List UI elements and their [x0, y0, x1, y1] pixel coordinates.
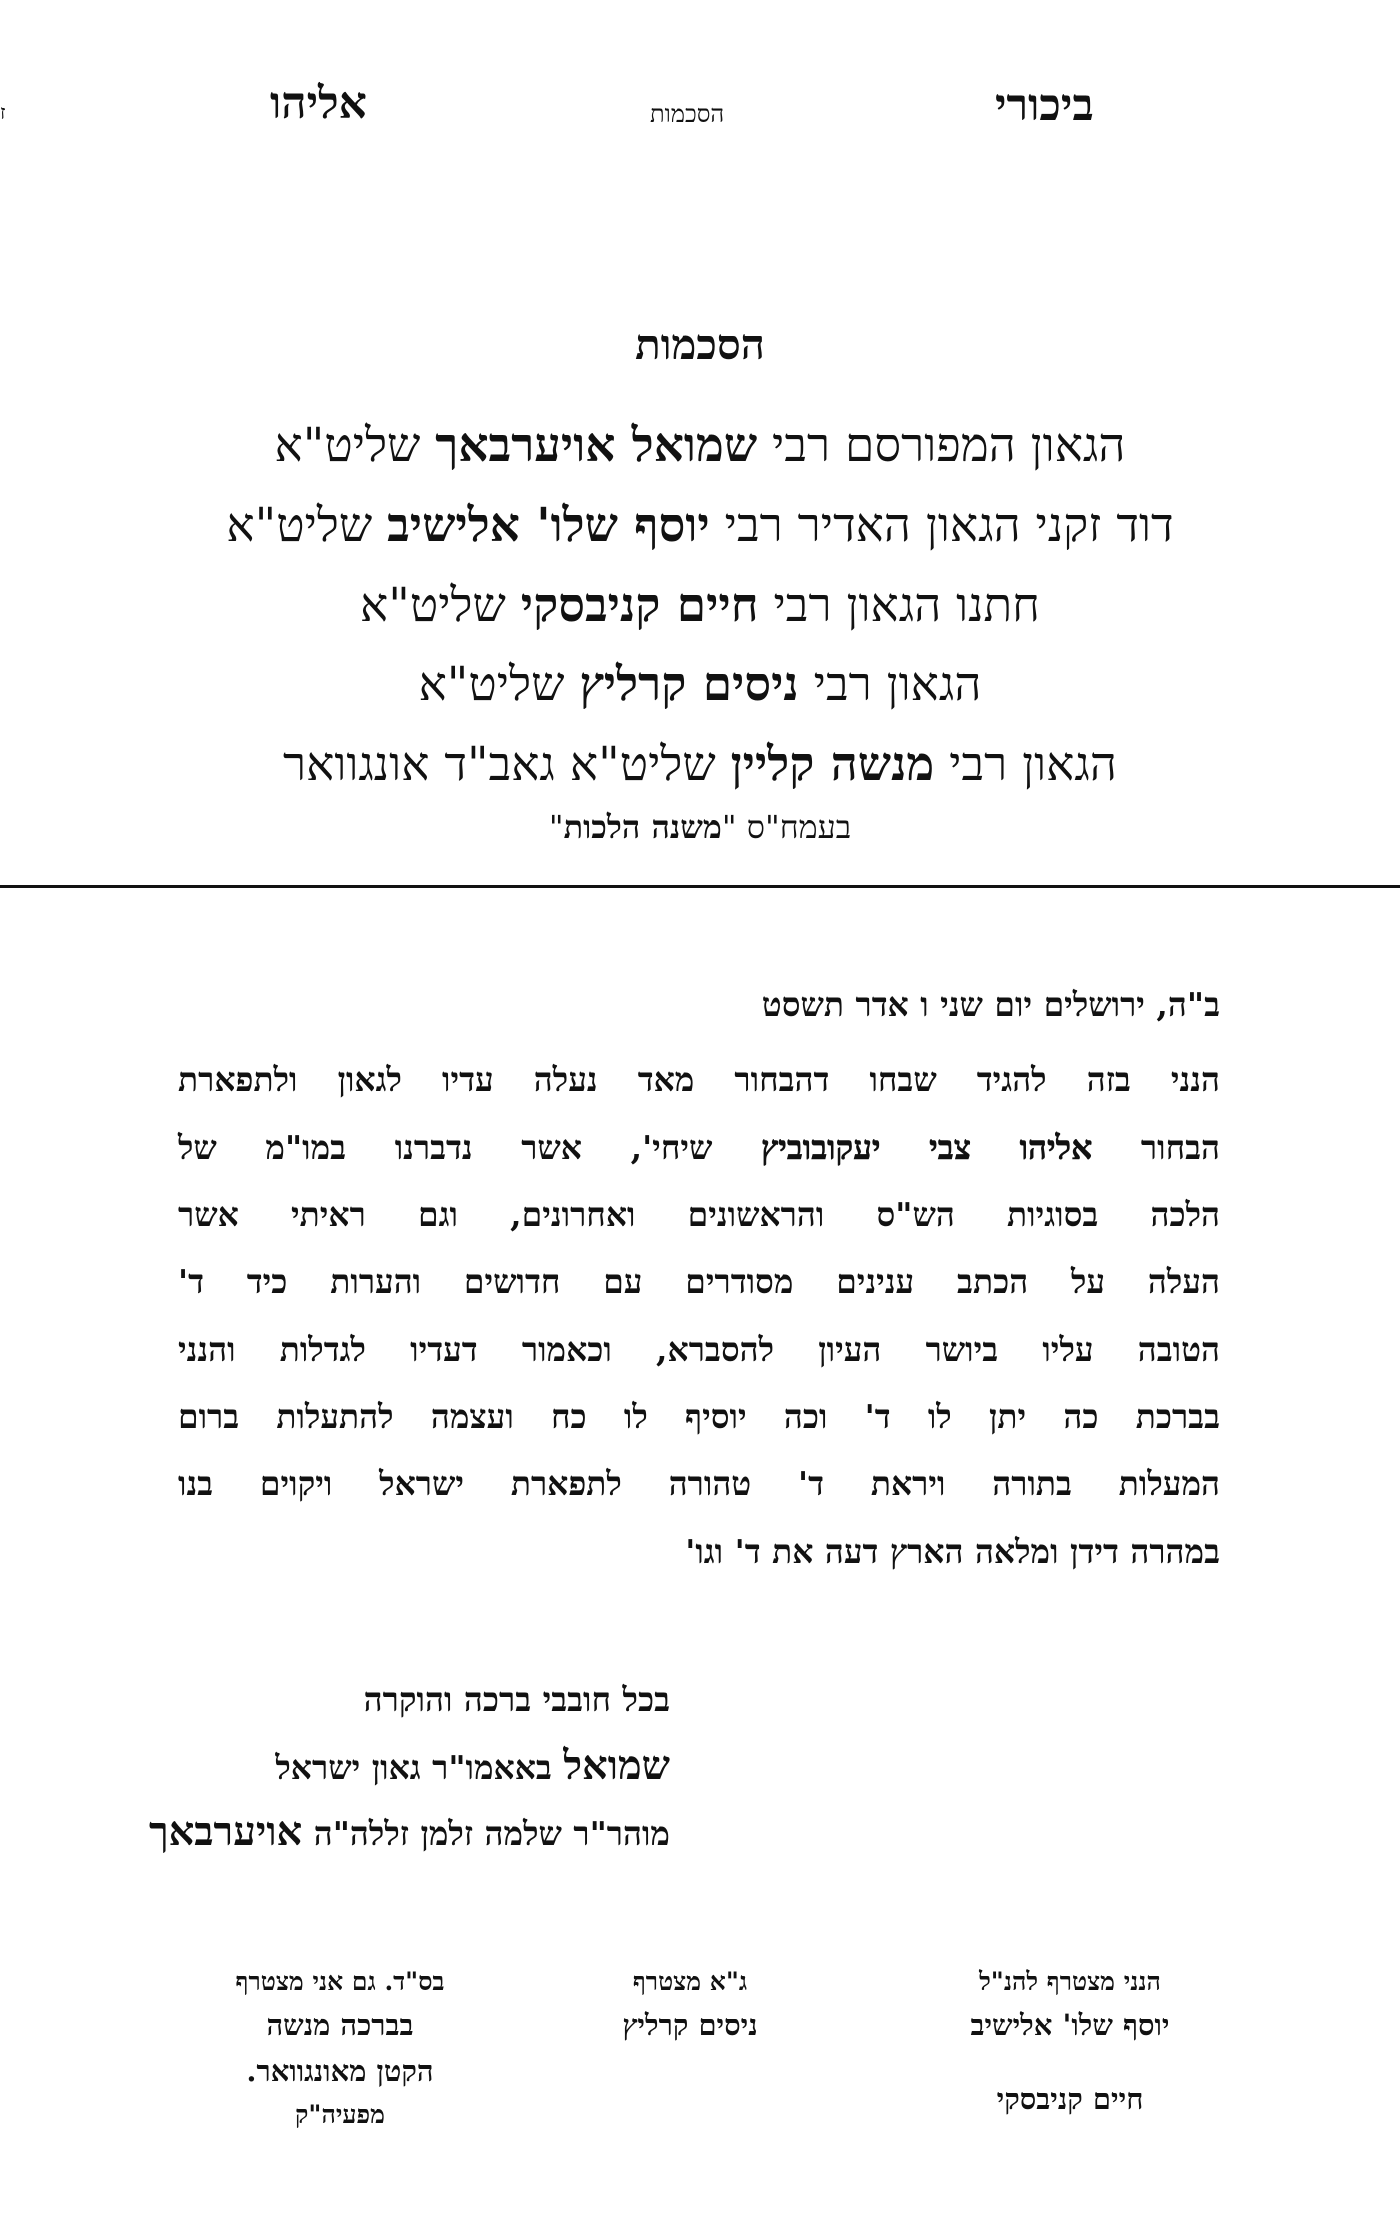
rabbi-line	[0, 737, 1400, 792]
cosign-name: יוסף שלו' אלישיב	[970, 2008, 1170, 2042]
rabbi-line	[0, 498, 1400, 553]
letter-line: בברכת כה יתן לו ד' וכה יוסיף לו כח ועצמה להתעלות ברום	[178, 1397, 1220, 1436]
closing-salutation: בכל חובבי ברכה והוקרה	[363, 1680, 670, 1719]
cosign-name: הקטן מאונגוואר.	[246, 2054, 434, 2089]
cosign-note: הנני מצטרף להנ"ל	[979, 1967, 1161, 1996]
rabbi-title: הגאון רבי	[798, 657, 982, 712]
cosign-name: ניסים קרליץ	[622, 2008, 758, 2042]
cosign-name: חיים קניבסקי	[996, 2082, 1144, 2117]
letter-line: הטובה עליו ביושר העיון להסברא, וכאמור דעדיו לגדלות והנני	[178, 1330, 1220, 1369]
cosign-block-klein	[190, 1962, 490, 2135]
rabbi-honorific: שליט"א	[274, 418, 436, 473]
book-line-suffix: "	[548, 808, 564, 846]
letter-text: שיחי', אשר נדברנו במו"מ של	[178, 1128, 761, 1167]
rabbi-name: שמואל אויערבאך	[435, 418, 758, 473]
letter-line: הנני בזה להגיד שבחו דהבחור מאד נעלה עדיו לגאון ולתפארת	[178, 1060, 1220, 1099]
header-book-title-second-word: אליהו	[270, 78, 367, 129]
student-name: אליהו צבי יעקובוביץ	[761, 1128, 1093, 1167]
signature-line	[149, 1808, 670, 1855]
rabbi-honorific: שליט"א	[360, 578, 521, 633]
rabbi-title: דוד זקני הגאון האדיר רבי	[709, 498, 1174, 553]
cosign-note: בס"ד. גם אני מצטרף	[235, 1967, 445, 1996]
book-line-prefix: בעמח"ס "	[721, 808, 852, 846]
rabbi-line	[0, 657, 1400, 712]
section-divider	[0, 885, 1400, 888]
page-title: הסכמות	[635, 320, 765, 369]
letter-line	[178, 1128, 1220, 1168]
signer-surname: אויערבאך	[148, 1808, 303, 1855]
letter-text: הבחור	[1092, 1128, 1220, 1167]
header-section-name: הסכמות	[650, 100, 725, 128]
signer-father: מוהר"ר שלמה זלמן זללה"ה	[302, 1814, 670, 1853]
rabbi-honorific: שליט"א	[226, 498, 388, 553]
cosign-note: ג"א מצטרף	[632, 1967, 748, 1996]
rabbi-title: חתנו הגאון רבי	[758, 578, 1040, 633]
author-book-line	[0, 808, 1400, 846]
rabbi-name: מנשה קליין	[730, 737, 935, 792]
signer-lineage: באאמו"ר גאון ישראל	[275, 1748, 564, 1787]
letter-date: ב"ה, ירושלים יום שני ו אדר תשסט	[761, 985, 1220, 1024]
rabbi-honorific: שליט"א	[418, 657, 580, 712]
header-book-title-first-word: ביכורי	[995, 80, 1094, 131]
letter-line: העלה על הכתב ענינים מסודרים עם חדושים והערות כיד ד'	[178, 1262, 1220, 1301]
signature-line	[275, 1742, 670, 1789]
page-marker: ז	[0, 100, 6, 124]
rabbi-name: חיים קניבסקי	[520, 578, 759, 633]
signer-first-name: שמואל	[563, 1742, 670, 1789]
rabbi-name: יוסף שלו' אלישיב	[387, 498, 710, 553]
rabbi-title: הגאון המפורסם רבי	[757, 418, 1126, 473]
rabbi-name: ניסים קרליץ	[579, 657, 799, 712]
letter-line: במהרה דידן ומלאה הארץ דעה את ד' וגו'	[685, 1532, 1220, 1571]
letter-line: הלכה בסוגיות הש"ס והראשונים ואחרונים, וגם ראיתי אשר	[178, 1195, 1220, 1234]
book-name: משנה הלכות	[563, 808, 722, 846]
rabbi-title: הגאון רבי	[934, 737, 1117, 792]
cosign-block-elyashiv-kanievsky	[920, 1962, 1220, 2123]
cosign-block-karelitz	[560, 1962, 820, 2048]
letter-line: המעלות בתורה ויראת ד' טהורה לתפארת ישראל ויקוים בנו	[178, 1464, 1220, 1503]
cosign-location: מפעיה"ק	[295, 2099, 385, 2129]
cosign-name: בברכה מנשה	[266, 2008, 414, 2042]
rabbi-line	[0, 578, 1400, 633]
rabbi-line	[0, 418, 1400, 473]
rabbi-honorific: שליט"א גאב"ד אונגוואר	[283, 737, 731, 792]
